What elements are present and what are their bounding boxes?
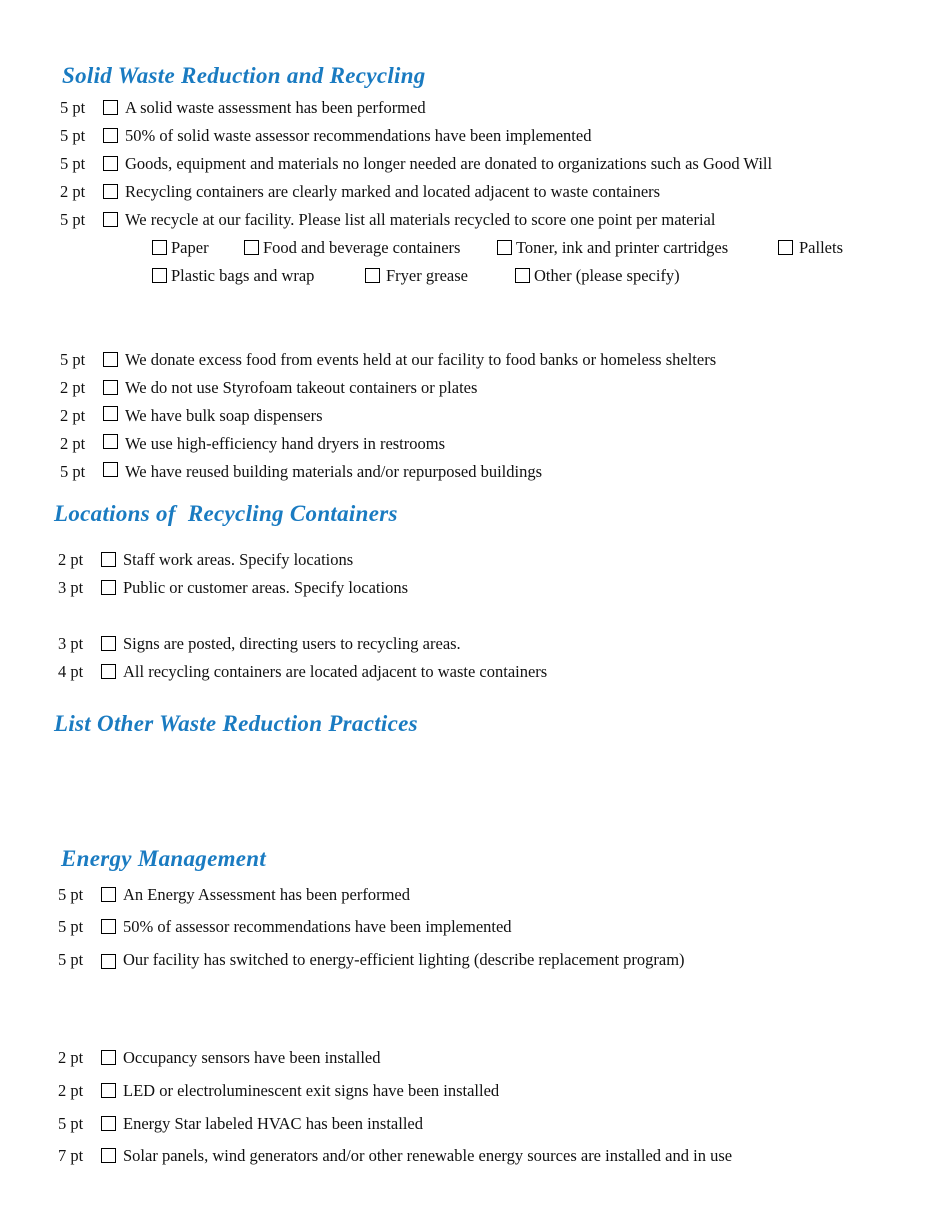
- checkbox[interactable]: [101, 580, 116, 595]
- item-label: Public or customer areas. Specify locations: [123, 578, 409, 597]
- checkbox[interactable]: [778, 240, 793, 255]
- checkbox[interactable]: [101, 1083, 116, 1098]
- checkbox[interactable]: [103, 380, 118, 395]
- checkbox[interactable]: [103, 406, 118, 421]
- section-title-energy: Energy Management: [61, 846, 267, 871]
- checkbox[interactable]: [515, 268, 530, 283]
- checkbox[interactable]: [101, 1148, 116, 1163]
- checkbox[interactable]: [103, 184, 118, 199]
- points-value: 2 pt: [60, 182, 86, 201]
- item-label: We have bulk soap dispensers: [125, 406, 323, 425]
- checkbox[interactable]: [101, 636, 116, 651]
- points-value: 5 pt: [58, 950, 84, 969]
- item-label: Recycling containers are clearly marked and located adjacent to waste containers: [125, 182, 661, 201]
- points-value: 2 pt: [58, 1048, 84, 1067]
- points-value: 5 pt: [60, 462, 86, 481]
- item-label: All recycling containers are located adjacent to waste containers: [123, 662, 548, 681]
- points-value: 5 pt: [60, 98, 86, 117]
- points-value: 4 pt: [58, 662, 84, 681]
- checkbox[interactable]: [103, 128, 118, 143]
- item-label: Energy Star labeled HVAC has been installed: [123, 1114, 423, 1133]
- checkbox[interactable]: [101, 664, 116, 679]
- item-label: We donate excess food from events held at our facility to food banks or homeless shelters: [125, 350, 717, 369]
- points-value: 5 pt: [60, 350, 86, 369]
- points-value: 3 pt: [58, 634, 84, 653]
- points-value: 5 pt: [58, 885, 84, 904]
- points-value: 2 pt: [60, 378, 86, 397]
- option-label: Fryer grease: [386, 266, 469, 285]
- item-label: Staff work areas. Specify locations: [123, 550, 354, 569]
- points-value: 2 pt: [60, 406, 86, 425]
- checkbox[interactable]: [101, 887, 116, 902]
- item-label: Occupancy sensors have been installed: [123, 1048, 381, 1067]
- item-label: Signs are posted, directing users to recycling areas.: [123, 634, 461, 653]
- points-value: 5 pt: [60, 154, 86, 173]
- item-label: We do not use Styrofoam takeout containers or plates: [125, 378, 478, 397]
- item-label: We use high-efficiency hand dryers in restrooms: [125, 434, 446, 453]
- item-label: LED or electroluminescent exit signs have been installed: [123, 1081, 500, 1100]
- checkbox[interactable]: [101, 552, 116, 567]
- item-label: 50% of solid waste assessor recommendations have been implemented: [125, 126, 592, 145]
- option-label: Paper: [171, 238, 209, 257]
- checkbox[interactable]: [365, 268, 380, 283]
- item-label: We have reused building materials and/or repurposed buildings: [125, 462, 543, 481]
- checkbox[interactable]: [103, 156, 118, 171]
- checkbox[interactable]: [497, 240, 512, 255]
- item-label: We recycle at our facility. Please list all materials recycled to score one point per material: [125, 210, 716, 229]
- item-label: Goods, equipment and materials no longer needed are donated to organizations such as Good Will: [125, 154, 773, 173]
- item-label: A solid waste assessment has been performed: [125, 98, 426, 117]
- checkbox[interactable]: [152, 268, 167, 283]
- checkbox[interactable]: [101, 1050, 116, 1065]
- checkbox[interactable]: [103, 462, 118, 477]
- option-label: Plastic bags and wrap: [171, 266, 315, 285]
- item-label: Our facility has switched to energy-efficient lighting (describe replacement program): [123, 950, 685, 969]
- points-value: 5 pt: [58, 917, 84, 936]
- checkbox[interactable]: [101, 954, 116, 969]
- section-title-recycling-locations: Locations of Recycling Containers: [54, 501, 398, 526]
- item-label: An Energy Assessment has been performed: [123, 885, 411, 904]
- option-label: Toner, ink and printer cartridges: [516, 238, 729, 257]
- points-value: 5 pt: [60, 126, 86, 145]
- checkbox[interactable]: [101, 919, 116, 934]
- checkbox[interactable]: [103, 434, 118, 449]
- points-value: 7 pt: [58, 1146, 84, 1165]
- checkbox[interactable]: [152, 240, 167, 255]
- item-label: Solar panels, wind generators and/or other renewable energy sources are installed and in use: [123, 1146, 733, 1165]
- points-value: 5 pt: [60, 210, 86, 229]
- points-value: 5 pt: [58, 1114, 84, 1133]
- checkbox[interactable]: [103, 212, 118, 227]
- item-label: 50% of assessor recommendations have been implemented: [123, 917, 512, 936]
- points-value: 2 pt: [60, 434, 86, 453]
- checkbox[interactable]: [103, 352, 118, 367]
- option-label: Other (please specify): [534, 266, 680, 285]
- points-value: 2 pt: [58, 1081, 84, 1100]
- option-label: Food and beverage containers: [263, 238, 461, 257]
- option-label: Pallets: [799, 238, 843, 257]
- section-title-other-practices: List Other Waste Reduction Practices: [54, 711, 418, 736]
- section-title-solid-waste: Solid Waste Reduction and Recycling: [62, 63, 426, 88]
- checkbox[interactable]: [244, 240, 259, 255]
- points-value: 2 pt: [58, 550, 84, 569]
- points-value: 3 pt: [58, 578, 84, 597]
- checkbox[interactable]: [103, 100, 118, 115]
- checkbox[interactable]: [101, 1116, 116, 1131]
